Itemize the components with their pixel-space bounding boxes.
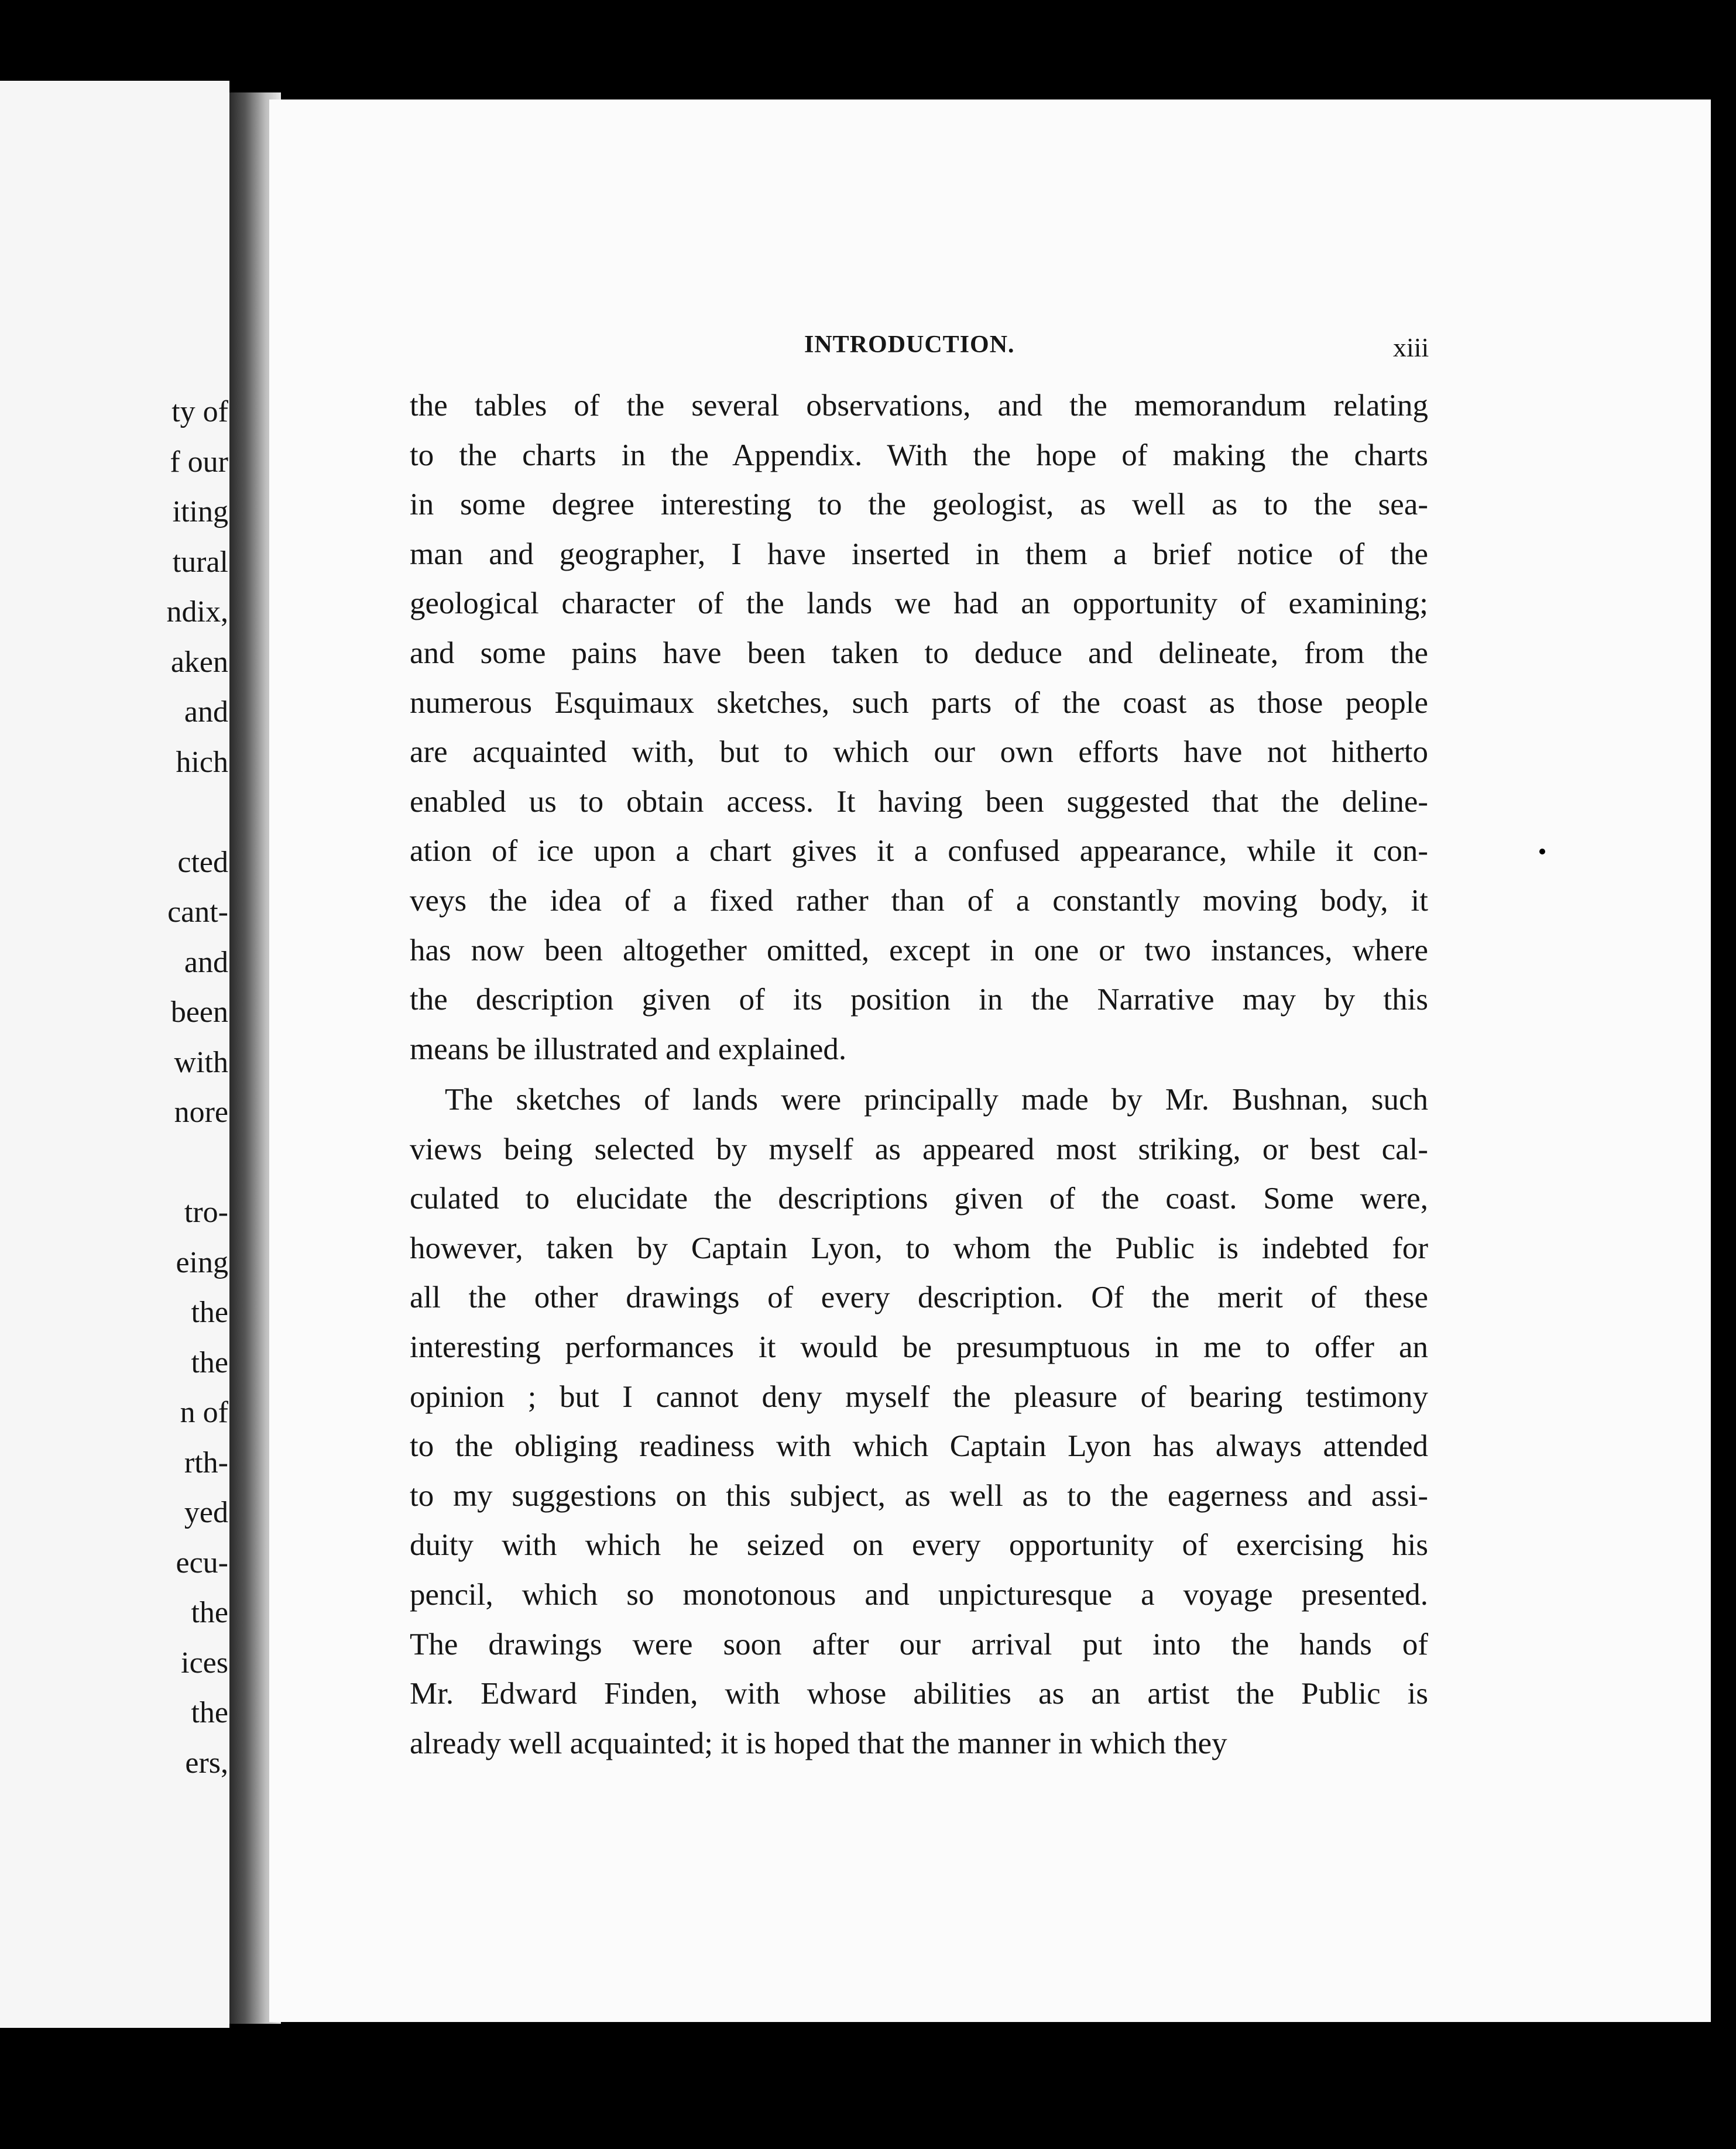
left-page-line: f our <box>170 445 228 479</box>
left-page-line: ndix, <box>166 595 228 629</box>
left-page-line: been <box>170 995 228 1029</box>
body-line: duity with which he seized on every opportunity of exercising his <box>410 1528 1428 1563</box>
body-line: the description given of its position in the Narrative may by this <box>410 983 1428 1017</box>
left-page-line: eing <box>176 1245 228 1279</box>
left-page-line: aken <box>170 645 228 679</box>
body-line: man and geographer, I have inserted in them a brief notice of the <box>410 537 1428 571</box>
left-page-line: rth- <box>184 1446 228 1479</box>
body-line: The sketches of lands were principally made by Mr. Bushnan, such <box>445 1083 1428 1117</box>
body-line: veys the idea of a fixed rather than of a constantly moving body, it <box>410 884 1428 918</box>
body-line: already well acquainted; it is hoped that the manner in which they <box>410 1726 1227 1760</box>
body-line: culated to elucidate the descriptions given of the coast. Some were, <box>410 1182 1428 1216</box>
body-line: all the other drawings of every description. Of the merit of these <box>410 1281 1428 1315</box>
left-page-line: with <box>174 1045 228 1079</box>
left-page-line: cant- <box>167 895 228 929</box>
left-page-line: ty of <box>171 395 228 428</box>
left-page-line: and <box>184 695 228 729</box>
body-line: however, taken by Captain Lyon, to whom the Public is indebted for <box>410 1231 1428 1265</box>
body-line: in some degree interesting to the geologist, as well as to the sea- <box>410 488 1428 522</box>
left-page-line: and <box>184 945 228 979</box>
left-page-line: iting <box>172 495 228 528</box>
body-line: pencil, which so monotonous and unpicturesque a voyage presented. <box>410 1578 1428 1612</box>
body-line: geological character of the lands we had an opportunity of examining; <box>410 586 1428 621</box>
left-page-line: yed <box>184 1496 228 1529</box>
body-line: has now been altogether omitted, except in one or two instances, where <box>410 933 1428 967</box>
left-page-line: ices <box>181 1646 228 1680</box>
body-line: the tables of the several observations, and the memorandum relating <box>410 389 1428 423</box>
body-line: to my suggestions on this subject, as well as to the eagerness and assi- <box>410 1478 1428 1513</box>
left-page-line: ecu- <box>176 1546 228 1580</box>
body-line: are acquainted with, but to which our own efforts have not hitherto <box>410 735 1428 770</box>
body-line: opinion ; but I cannot deny myself the pleasure of bearing testimony <box>410 1379 1428 1414</box>
body-line: to the obliging readiness with which Captain Lyon has always attended <box>410 1429 1428 1464</box>
left-page-line: the <box>191 1296 228 1329</box>
left-page-line: tro- <box>184 1196 228 1229</box>
scan-speck <box>1539 849 1545 854</box>
body-line: means be illustrated and explained. <box>410 1032 847 1066</box>
scan-speck <box>1161 23 1209 37</box>
page-number: xiii <box>1393 332 1429 362</box>
left-page-line: the <box>191 1596 228 1629</box>
running-head: INTRODUCTION. <box>804 331 1015 358</box>
right-page <box>269 99 1711 2022</box>
left-page-edge <box>0 81 229 2028</box>
page-header <box>269 331 1711 372</box>
body-line: enabled us to obtain access. It having been suggested that the deline- <box>410 784 1428 819</box>
left-page-line: ers, <box>185 1746 228 1780</box>
body-line: numerous Esquimaux sketches, such parts of the coast as those people <box>410 685 1428 720</box>
body-line: The drawings were soon after our arrival put into the hands of <box>410 1627 1428 1661</box>
left-page-line: tural <box>172 545 228 579</box>
left-page-line: n of <box>180 1396 228 1429</box>
body-line: and some pains have been taken to deduce and delineate, from the <box>410 636 1428 670</box>
left-page-line: cted <box>177 845 228 879</box>
left-page-line: hich <box>176 745 228 779</box>
body-line: interesting performances it would be presumptuous in me to offer an <box>410 1330 1428 1364</box>
body-line: views being selected by myself as appeared most striking, or best cal- <box>410 1132 1428 1166</box>
left-page-line: the <box>191 1345 228 1379</box>
left-page-line: the <box>191 1696 228 1729</box>
body-line: ation of ice upon a chart gives it a confused appearance, while it con- <box>410 834 1428 868</box>
body-line: Mr. Edward Finden, with whose abilities as an artist the Public is <box>410 1677 1428 1711</box>
left-page-line: nore <box>174 1096 228 1129</box>
body-line: to the charts in the Appendix. With the hope of making the charts <box>410 438 1428 472</box>
